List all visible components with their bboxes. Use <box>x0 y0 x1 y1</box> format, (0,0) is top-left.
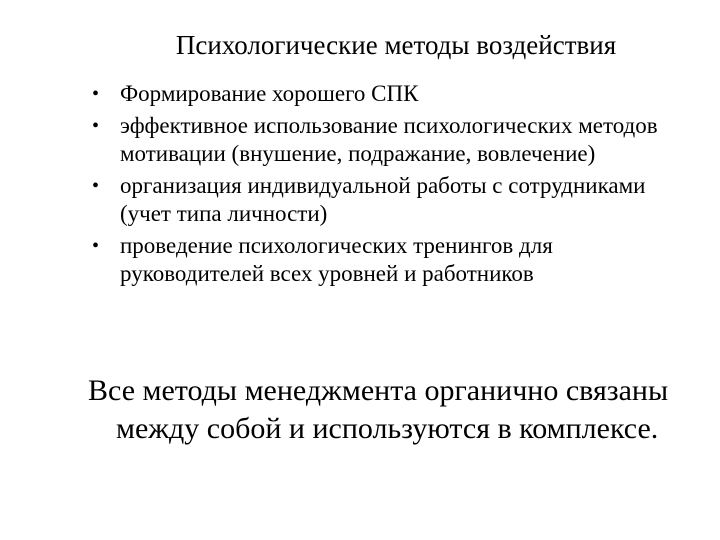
list-item <box>92 172 692 228</box>
bullet-text: проведение психологических тренингов для руководителей всех уровней и работников <box>120 233 553 286</box>
summary-text: Все методы менеджмента органично связаны между собой и используются в комплексе. <box>88 374 669 445</box>
bullet-text: организация индивидуальной работы с сотрудниками (учет типа личности) <box>120 173 646 226</box>
bullet-icon: • <box>92 235 100 257</box>
list-item <box>92 112 692 168</box>
bullet-text: Формирование хорошего СПК <box>120 81 419 106</box>
bullet-list <box>92 80 692 292</box>
bullet-text: эффективное использование психологических методов мотивации (внушение, подражание, вовлечение) <box>120 113 658 166</box>
list-item <box>92 80 692 108</box>
slide-title: Психологические методы воздействия <box>175 30 617 60</box>
bullet-icon: • <box>92 115 100 137</box>
bullet-icon: • <box>92 83 100 105</box>
list-item <box>92 232 692 288</box>
bullet-icon: • <box>92 175 100 197</box>
